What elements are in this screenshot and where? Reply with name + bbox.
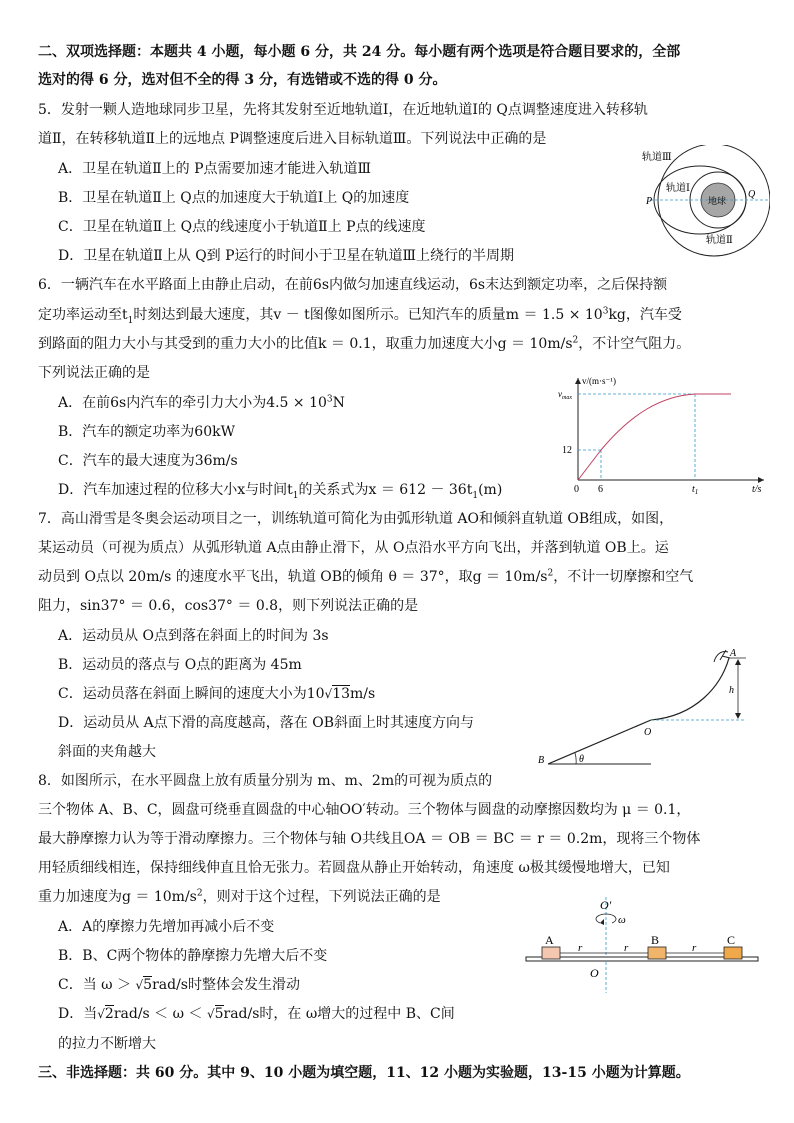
orbit2-label: 轨道Ⅱ bbox=[706, 235, 733, 246]
block-b-label: B bbox=[651, 933, 660, 947]
q5-option-d: D．卫星在轨道Ⅱ上从 Q到 P运行的时间小于卫星在轨道Ⅲ上绕行的半周期 bbox=[58, 248, 515, 264]
q8-option-d-line1: D．当√2rad/s ＜ ω ＜ √5rad/s时，在 ω增大的过程中 B、C间 bbox=[58, 1006, 455, 1022]
h-arrow-down bbox=[735, 713, 741, 719]
section2-heading-line2: 选对的得 6 分，选对但不全的得 3 分，有选错或不选的得 0 分。 bbox=[38, 72, 447, 88]
q8-stem-line3: 最大静摩擦力认为等于滑动摩擦力。三个物体与轴 O共线且OA ＝ OB ＝ BC ＝ r ＝ 0.2m，现将三个物体 bbox=[38, 831, 701, 847]
h-arrow-up bbox=[735, 659, 741, 665]
vmax-label: $v_{max}$ bbox=[558, 389, 572, 401]
point-q-label: Q bbox=[748, 189, 756, 200]
q5-stem-line1: 5．发射一颗人造地球同步卫星，先将其发射至近地轨道Ⅰ，在近地轨道Ⅰ的 Q点调整速度进入转移轨 bbox=[38, 102, 648, 118]
earth-label: 地球 bbox=[708, 196, 727, 206]
q6-option-b: B．汽车的额定功率为60kW bbox=[58, 424, 235, 440]
q5-stem-line2: 道Ⅱ，在转移轨道Ⅱ上的远地点 P调整速度后进入目标轨道Ⅲ。下列说法中正确的是 bbox=[38, 131, 547, 147]
q6-option-c: C．汽车的最大速度为36m/s bbox=[58, 453, 238, 469]
q5-option-b: B．卫星在轨道Ⅱ上 Q点的加速度大于轨道Ⅰ上 Q的加速度 bbox=[58, 190, 410, 206]
block-c bbox=[724, 947, 742, 959]
omega-arrowhead bbox=[600, 919, 604, 925]
q8-option-c: C．当 ω ＞ √5rad/s时整体会发生滑动 bbox=[58, 977, 300, 993]
q6-stem-line1: 6．一辆汽车在水平路面上由静止启动，在前6s内做匀加速直线运动，6s末达到额定功率，之后保持额 bbox=[38, 277, 668, 293]
section3-heading: 三、非选择题：共 60 分。其中 9、10 小题为填空题，11、12 小题为实验题，13-15 小题为计算题。 bbox=[38, 1065, 690, 1081]
r-label-ob: r bbox=[624, 942, 629, 954]
q6-stem-line3: 到路面的阻力大小与其受到的重力大小的比值k ＝ 0.1，取重力加速度大小$g = 10m/s^2$，不计空气阻力。 bbox=[38, 335, 691, 352]
slope-ob bbox=[548, 720, 651, 764]
r-label-bc: r bbox=[692, 942, 697, 954]
arc-track-ao bbox=[651, 658, 729, 720]
q5-option-c: C．卫星在轨道Ⅱ上 Q点的线速度小于轨道Ⅱ上 P点的线速度 bbox=[58, 219, 426, 235]
q7-option-a: A．运动员从 O点到落在斜面上的时间为 3s bbox=[58, 628, 329, 644]
turntable-disc bbox=[526, 957, 758, 961]
x-axis-label: t/s bbox=[752, 484, 762, 495]
theta-arc bbox=[575, 753, 576, 764]
xt1-label: $t_1$ bbox=[692, 484, 699, 496]
q5-option-a: A．卫星在轨道Ⅱ上的 P点需要加速才能进入轨道Ⅲ bbox=[58, 161, 371, 177]
omega-label: ω bbox=[618, 914, 626, 926]
q8-option-d-line2: 的拉力不断增大 bbox=[58, 1036, 156, 1052]
r-label-oa: r bbox=[578, 942, 583, 954]
o-label: O bbox=[590, 966, 599, 980]
point-o-label: O bbox=[644, 727, 652, 738]
y-axis-arrow bbox=[575, 378, 581, 384]
q8-option-a: A．A的摩擦力先增加再减小后不变 bbox=[58, 919, 275, 935]
q7-stem-line3: 动员到 O点以 20m/s 的速度水平飞出，轨道 OB的倾角 θ ＝ 37°，取$g = 10m/s^2$，不计一切摩擦和空气 bbox=[38, 568, 694, 585]
q7-ski-track-diagram bbox=[536, 646, 776, 768]
q7-option-b: B．运动员的落点与 O点的距离为 45m bbox=[58, 657, 302, 673]
block-a bbox=[542, 947, 560, 959]
q8-stem-line5: 重力加速度为$g = 10m/s^2$，则对于这个过程，下列说法正确的是 bbox=[38, 888, 441, 905]
section2-heading-line1: 二、双项选择题：本题共 4 小题，每小题 6 分，共 24 分。每小题有两个选项是符合题目要求的，全部 bbox=[38, 44, 681, 60]
q7-option-c: C．运动员落在斜面上瞬间的速度大小为10√13m/s bbox=[58, 686, 376, 702]
block-c-label: C bbox=[727, 933, 736, 947]
q6-option-a: A．在前6s内汽车的牵引力大小为$4.5 \times 10^3N$ bbox=[58, 394, 345, 411]
q6-stem-line2: 定功率运动至$t_1$时刻达到最大速度，其v － t图像如图所示。已知汽车的质量$m = 1.5 \times 10^3kg$，汽车受 bbox=[38, 306, 682, 326]
y-axis-label: v/(m·s⁻¹) bbox=[582, 376, 616, 386]
q5-orbit-diagram bbox=[640, 145, 770, 263]
point-p-label: P bbox=[646, 196, 653, 207]
point-b-label: B bbox=[538, 755, 545, 766]
x-axis-arrow bbox=[758, 477, 764, 483]
accel-segment bbox=[578, 450, 601, 480]
q7-stem-line1: 7．高山滑雪是冬奥会运动项目之一，训练轨道可简化为由弧形轨道 AO和倾斜直轨道 OB组成，如图， bbox=[38, 511, 674, 527]
q7-stem-line2: 某运动员（可视为质点）从弧形轨道 A点由静止滑下，从 O点沿水平方向飞出，并落到轨道 OB上。运 bbox=[38, 540, 669, 556]
q8-stem-line2: 三个物体 A、B、C，圆盘可绕垂直圆盘的中心轴OO′转动。三个物体与圆盘的动摩擦因数均为 μ ＝ 0.1， bbox=[38, 802, 691, 818]
orbit3-label: 轨道Ⅲ bbox=[642, 152, 672, 163]
block-b bbox=[648, 947, 666, 959]
q8-turntable-diagram bbox=[522, 893, 762, 993]
h-label: h bbox=[729, 685, 734, 696]
q8-stem-line4: 用轻质细线相连，保持细线伸直且恰无张力。若圆盘从静止开始转动，角速度 ω极其缓慢地增大，已知 bbox=[38, 860, 670, 876]
skier-icon bbox=[714, 650, 730, 662]
power-curve bbox=[601, 394, 695, 450]
q7-option-d-line2: 斜面的夹角越大 bbox=[58, 744, 156, 760]
point-a-label: A bbox=[730, 648, 737, 659]
q7-option-d-line1: D．运动员从 A点下滑的高度越高，落在 OB斜面上时其速度方向与 bbox=[58, 715, 474, 731]
q6-stem-line4: 下列说法正确的是 bbox=[38, 365, 150, 381]
orbit1-label: 轨道Ⅰ bbox=[666, 183, 690, 194]
x6-label: 6 bbox=[598, 484, 603, 495]
o-prime-label: O′ bbox=[600, 898, 612, 912]
q6-option-d: D．汽车加速过程的位移大小x与时间$t_1$的关系式为$x = 612 - 36t_1(m)$ bbox=[58, 482, 503, 501]
q8-stem-line1: 8．如图所示，在水平圆盘上放有质量分别为 m、m、2m的可视为质点的 bbox=[38, 773, 493, 789]
q8-option-b: B．B、C两个物体的静摩擦力先增大后不变 bbox=[58, 948, 328, 964]
y12-label: 12 bbox=[562, 445, 572, 456]
origin-label: 0 bbox=[574, 484, 579, 495]
q7-stem-line4: 阻力，sin37° ＝ 0.6，cos37° ＝ 0.8，则下列说法正确的是 bbox=[38, 598, 419, 614]
theta-label: θ bbox=[579, 754, 584, 765]
q6-vt-graph bbox=[556, 372, 772, 498]
block-a-label: A bbox=[545, 933, 554, 947]
